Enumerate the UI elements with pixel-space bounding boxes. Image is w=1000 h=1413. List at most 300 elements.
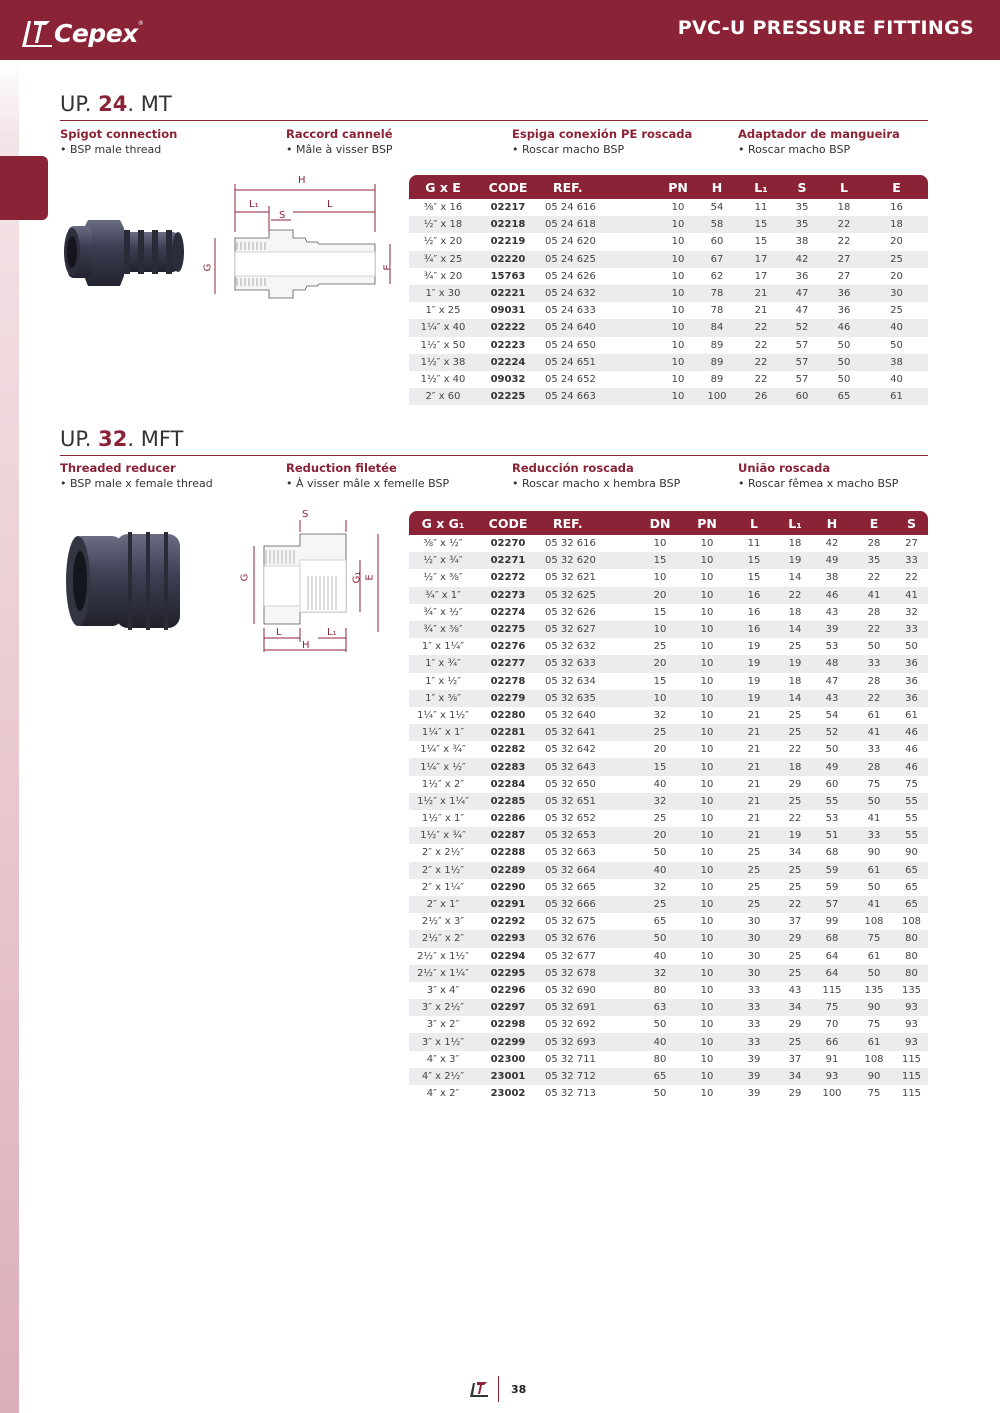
table-cell: 135 xyxy=(895,982,928,999)
table-cell: 05 24 640 xyxy=(539,319,663,336)
table-cell: 50 xyxy=(865,337,928,354)
spigot-technical-drawing xyxy=(205,172,405,307)
page-number: 38 xyxy=(511,1382,527,1396)
table-cell: 22 xyxy=(779,810,811,827)
table-cell: 20 xyxy=(635,741,685,758)
table-cell: 61 xyxy=(865,388,928,405)
table-cell: 34 xyxy=(779,1068,811,1085)
table-cell: 05 32 690 xyxy=(539,982,635,999)
table-cell: 25 xyxy=(635,810,685,827)
table-cell: 02272 xyxy=(477,569,539,586)
table-cell: 15 xyxy=(635,758,685,775)
table-cell: 10 xyxy=(663,319,693,336)
table-cell: 26 xyxy=(741,388,781,405)
lang-name: Espiga conexión PE roscada xyxy=(512,127,693,141)
table-cell: 25 xyxy=(729,862,779,879)
lang-desc: • Roscar fêmea x macho BSP xyxy=(738,477,899,490)
table-cell: 02278 xyxy=(477,673,539,690)
table-cell: 3″ x 2″ xyxy=(409,1016,477,1033)
table-cell: 09032 xyxy=(477,371,539,388)
table-cell: 05 32 627 xyxy=(539,621,635,638)
table-cell: 21 xyxy=(741,302,781,319)
section-rule xyxy=(60,455,928,456)
table-cell: 91 xyxy=(811,1051,853,1068)
table-cell: 50 xyxy=(895,638,928,655)
table-cell: 54 xyxy=(811,707,853,724)
table-cell: 10 xyxy=(685,655,729,672)
table-cell: 33 xyxy=(729,1033,779,1050)
table-cell: 90 xyxy=(895,844,928,861)
table-row xyxy=(409,302,928,319)
table-cell: 25 xyxy=(729,896,779,913)
table-cell: 59 xyxy=(811,862,853,879)
table-cell: 55 xyxy=(895,827,928,844)
table-cell: 25 xyxy=(779,862,811,879)
table-cell: 10 xyxy=(663,199,693,216)
table-row xyxy=(409,862,928,879)
table-cell: 4″ x 3″ xyxy=(409,1051,477,1068)
table-cell: 05 32 712 xyxy=(539,1068,635,1085)
table-row xyxy=(409,896,928,913)
table-cell: 36 xyxy=(823,285,865,302)
lang-fr xyxy=(286,127,511,156)
title-number: 24 xyxy=(98,92,128,116)
table-cell: 22 xyxy=(741,354,781,371)
table-row xyxy=(409,1068,928,1085)
table-cell: 50 xyxy=(853,965,895,982)
table-cell: 21 xyxy=(729,793,779,810)
column-header: PN xyxy=(685,511,729,535)
table-cell: 40 xyxy=(635,776,685,793)
table-cell: 11 xyxy=(729,535,779,552)
table-cell: 40 xyxy=(635,862,685,879)
table-cell: 21 xyxy=(729,827,779,844)
table-cell: 36 xyxy=(895,690,928,707)
table-cell: 02297 xyxy=(477,999,539,1016)
title-prefix: UP. xyxy=(60,92,92,116)
table-cell: 60 xyxy=(811,776,853,793)
table-cell: ¾″ x 1″ xyxy=(409,587,477,604)
table-cell: 1½″ x 38 xyxy=(409,354,477,371)
table-cell: 15 xyxy=(729,552,779,569)
table-cell: 2″ x 1¼″ xyxy=(409,879,477,896)
lang-fr xyxy=(286,461,511,490)
table-cell: 05 24 663 xyxy=(539,388,663,405)
table-cell: 10 xyxy=(685,982,729,999)
table-cell: 50 xyxy=(635,844,685,861)
table-cell: 30 xyxy=(729,965,779,982)
table-cell: 05 24 626 xyxy=(539,268,663,285)
table-cell: 3″ x 4″ xyxy=(409,982,477,999)
table-cell: 17 xyxy=(741,268,781,285)
table-cell: 25 xyxy=(779,948,811,965)
side-tab-marker xyxy=(0,156,48,220)
table-cell: 115 xyxy=(811,982,853,999)
table-cell: 22 xyxy=(741,337,781,354)
table-cell: 50 xyxy=(635,1085,685,1102)
table-cell: 05 24 620 xyxy=(539,233,663,250)
drawing-label-s: S xyxy=(279,210,286,221)
table-row xyxy=(409,535,928,552)
title-suffix: . MT xyxy=(127,92,172,116)
table-cell: 02225 xyxy=(477,388,539,405)
section-rule xyxy=(60,120,928,121)
table-cell: 99 xyxy=(811,913,853,930)
table-cell: 05 24 651 xyxy=(539,354,663,371)
table-cell: 46 xyxy=(895,724,928,741)
table-cell: 43 xyxy=(779,982,811,999)
table-cell: 61 xyxy=(853,948,895,965)
lang-desc: • Roscar macho BSP xyxy=(738,143,851,156)
table-cell: 68 xyxy=(811,930,853,947)
table-cell: 57 xyxy=(781,337,823,354)
table-cell: 02275 xyxy=(477,621,539,638)
table-cell: 1″ x ½″ xyxy=(409,673,477,690)
lang-en xyxy=(60,461,285,490)
table-row xyxy=(409,354,928,371)
lang-name: União roscada xyxy=(738,461,831,475)
section-title-up32 xyxy=(60,427,183,451)
table-cell: 135 xyxy=(853,982,895,999)
table-cell: 10 xyxy=(685,673,729,690)
table-cell: 05 32 640 xyxy=(539,707,635,724)
table-row xyxy=(409,1051,928,1068)
table-cell: 10 xyxy=(685,604,729,621)
reducer-product-photo xyxy=(62,526,188,638)
drawing-label-l: L xyxy=(276,627,282,638)
table-cell: 05 24 632 xyxy=(539,285,663,302)
column-header: L₁ xyxy=(779,511,811,535)
table-cell: 22 xyxy=(779,587,811,604)
table-cell: 65 xyxy=(635,913,685,930)
table-cell: 05 32 642 xyxy=(539,741,635,758)
table-row xyxy=(409,388,928,405)
table-row xyxy=(409,216,928,233)
table-cell: 10 xyxy=(685,741,729,758)
table-cell: 25 xyxy=(779,879,811,896)
table-cell: 15763 xyxy=(477,268,539,285)
table-cell: 11 xyxy=(741,199,781,216)
table-cell: 02224 xyxy=(477,354,539,371)
table-cell: 35 xyxy=(781,216,823,233)
table-cell: 19 xyxy=(729,655,779,672)
column-header: L₁ xyxy=(741,175,781,199)
table-cell: 28 xyxy=(853,535,895,552)
table-cell: 41 xyxy=(853,896,895,913)
table-cell: 19 xyxy=(729,673,779,690)
drawing-label-g: G xyxy=(202,263,214,272)
table-cell: 05 32 632 xyxy=(539,638,635,655)
table-cell: ½″ x ¾″ xyxy=(409,552,477,569)
table-cell: 05 32 635 xyxy=(539,690,635,707)
table-cell: 10 xyxy=(685,913,729,930)
table-cell: 33 xyxy=(729,982,779,999)
drawing-label-e: E xyxy=(382,264,394,271)
table-row xyxy=(409,604,928,621)
section-title-up24 xyxy=(60,92,172,116)
table-cell: 34 xyxy=(779,844,811,861)
table-cell: 32 xyxy=(635,965,685,982)
table-cell: 15 xyxy=(635,552,685,569)
table-cell: 05 32 643 xyxy=(539,758,635,775)
title-prefix: UP. xyxy=(60,427,92,451)
drawing-label-s: S xyxy=(302,509,309,520)
table-cell: 22 xyxy=(853,621,895,638)
table-cell: 29 xyxy=(779,1016,811,1033)
table-cell: 10 xyxy=(663,302,693,319)
table-cell: 10 xyxy=(685,587,729,604)
table-cell: 28 xyxy=(853,673,895,690)
lang-name: Reducción roscada xyxy=(512,461,634,475)
column-header: DN xyxy=(635,511,685,535)
table-cell: 2½″ x 2″ xyxy=(409,930,477,947)
table-cell: 05 24 618 xyxy=(539,216,663,233)
table-cell: 05 32 633 xyxy=(539,655,635,672)
table-row xyxy=(409,1016,928,1033)
table-cell: 14 xyxy=(779,569,811,586)
table-cell: 50 xyxy=(823,354,865,371)
table-cell: 02291 xyxy=(477,896,539,913)
table-cell: 61 xyxy=(853,862,895,879)
table-cell: 63 xyxy=(635,999,685,1016)
table-cell: 02288 xyxy=(477,844,539,861)
table-cell: 38 xyxy=(811,569,853,586)
table-cell: 50 xyxy=(853,793,895,810)
table-row xyxy=(409,1033,928,1050)
table-cell: 02273 xyxy=(477,587,539,604)
column-header: G x E xyxy=(409,175,477,199)
table-cell: 10 xyxy=(685,724,729,741)
title-suffix: . MFT xyxy=(127,427,184,451)
table-cell: 29 xyxy=(779,776,811,793)
column-header: S xyxy=(781,175,823,199)
column-header: CODE xyxy=(477,175,539,199)
table-cell: 22 xyxy=(741,371,781,388)
table-cell: 23002 xyxy=(477,1085,539,1102)
table-row xyxy=(409,638,928,655)
table-cell: 25 xyxy=(779,724,811,741)
table-cell: 05 32 634 xyxy=(539,673,635,690)
table-cell: 40 xyxy=(635,948,685,965)
table-cell: 57 xyxy=(781,371,823,388)
table-cell: 05 32 665 xyxy=(539,879,635,896)
table-row xyxy=(409,1085,928,1102)
footer-separator xyxy=(498,1376,499,1402)
drawing-label-l: L xyxy=(327,199,333,210)
table-cell: 35 xyxy=(781,199,823,216)
table-cell: 2½″ x 1¼″ xyxy=(409,965,477,982)
table-cell: 10 xyxy=(685,844,729,861)
table-cell: 05 32 711 xyxy=(539,1051,635,1068)
table-row xyxy=(409,655,928,672)
table-cell: 1¼″ x ¾″ xyxy=(409,741,477,758)
table-cell: 47 xyxy=(781,285,823,302)
table-cell: 2″ x 2½″ xyxy=(409,844,477,861)
table-cell: 05 32 625 xyxy=(539,587,635,604)
table-cell: 100 xyxy=(811,1085,853,1102)
column-header: L xyxy=(823,175,865,199)
table-row xyxy=(409,673,928,690)
page-footer xyxy=(468,1376,526,1402)
table-cell: 1¼″ x 1½″ xyxy=(409,707,477,724)
table-cell: 80 xyxy=(895,948,928,965)
table-row xyxy=(409,999,928,1016)
table-cell: 02217 xyxy=(477,199,539,216)
lang-pt xyxy=(738,127,963,156)
table-cell: 78 xyxy=(693,302,741,319)
table-cell: 41 xyxy=(895,587,928,604)
table-cell: 59 xyxy=(811,879,853,896)
table-cell: 93 xyxy=(895,999,928,1016)
table-cell: 25 xyxy=(865,302,928,319)
lang-name: Threaded reducer xyxy=(60,461,176,475)
table-cell: 51 xyxy=(811,827,853,844)
table-cell: 02277 xyxy=(477,655,539,672)
table-cell: 33 xyxy=(853,655,895,672)
table-cell: 02287 xyxy=(477,827,539,844)
table-cell: 100 xyxy=(693,388,741,405)
table-cell: 36 xyxy=(895,673,928,690)
table-cell: 61 xyxy=(853,707,895,724)
table-cell: 10 xyxy=(685,569,729,586)
table-cell: 36 xyxy=(781,268,823,285)
table-cell: 93 xyxy=(895,1033,928,1050)
table-cell: 1½″ x 50 xyxy=(409,337,477,354)
table-cell: 05 32 692 xyxy=(539,1016,635,1033)
table-cell: 47 xyxy=(811,673,853,690)
table-cell: ½″ x 20 xyxy=(409,233,477,250)
table-cell: 108 xyxy=(895,913,928,930)
table-cell: 37 xyxy=(779,1051,811,1068)
table-cell: 93 xyxy=(895,1016,928,1033)
table-cell: 15 xyxy=(635,604,685,621)
table-cell: 62 xyxy=(693,268,741,285)
table-cell: 02292 xyxy=(477,913,539,930)
table-cell: 10 xyxy=(635,690,685,707)
table-cell: 22 xyxy=(779,896,811,913)
table-cell: 49 xyxy=(811,758,853,775)
table-cell: 19 xyxy=(779,827,811,844)
lang-es xyxy=(512,461,737,490)
table-cell: 25 xyxy=(779,638,811,655)
column-header: REF. xyxy=(539,175,663,199)
lang-desc: • Mâle à visser BSP xyxy=(286,143,393,156)
table-cell: 02299 xyxy=(477,1033,539,1050)
table-cell: 14 xyxy=(779,621,811,638)
table-cell: ½″ x 18 xyxy=(409,216,477,233)
table-cell: 10 xyxy=(685,552,729,569)
table-cell: 10 xyxy=(685,930,729,947)
table-cell: 10 xyxy=(685,535,729,552)
table-cell: 30 xyxy=(865,285,928,302)
table-cell: 65 xyxy=(635,1068,685,1085)
table-cell: 02290 xyxy=(477,879,539,896)
table-cell: 18 xyxy=(779,535,811,552)
table-cell: 25 xyxy=(779,707,811,724)
table-row xyxy=(409,621,928,638)
table-cell: 25 xyxy=(729,844,779,861)
table-cell: 47 xyxy=(781,302,823,319)
table-cell: 1″ x 25 xyxy=(409,302,477,319)
table-cell: 05 32 678 xyxy=(539,965,635,982)
drawing-label-h: H xyxy=(302,640,310,651)
table-cell: 02280 xyxy=(477,707,539,724)
table-cell: 05 32 693 xyxy=(539,1033,635,1050)
table-cell: 2½″ x 1½″ xyxy=(409,948,477,965)
table-cell: 25 xyxy=(635,724,685,741)
table-cell: 02296 xyxy=(477,982,539,999)
table-cell: 21 xyxy=(729,776,779,793)
table-cell: 02276 xyxy=(477,638,539,655)
table-cell: 27 xyxy=(895,535,928,552)
table-cell: 10 xyxy=(663,251,693,268)
table-cell: 21 xyxy=(729,724,779,741)
table-cell: 108 xyxy=(853,913,895,930)
table-cell: 43 xyxy=(811,690,853,707)
table-cell: 10 xyxy=(663,285,693,302)
table-cell: 53 xyxy=(811,638,853,655)
table-row xyxy=(409,965,928,982)
table-cell: 10 xyxy=(663,233,693,250)
table-row xyxy=(409,810,928,827)
table-cell: 19 xyxy=(729,690,779,707)
page-header xyxy=(0,0,1000,60)
cepex-logo-icon xyxy=(18,17,56,49)
table-cell: 10 xyxy=(685,776,729,793)
table-cell: 02289 xyxy=(477,862,539,879)
table-cell: 65 xyxy=(823,388,865,405)
table-cell: 05 32 666 xyxy=(539,896,635,913)
table-cell: 19 xyxy=(779,552,811,569)
table-cell: 05 32 620 xyxy=(539,552,635,569)
table-cell: 14 xyxy=(779,690,811,707)
table-cell: 1″ x ¾″ xyxy=(409,655,477,672)
table-cell: 25 xyxy=(779,793,811,810)
table-cell: 15 xyxy=(729,569,779,586)
table-cell: 50 xyxy=(811,741,853,758)
side-gradient-bar xyxy=(0,60,19,1413)
drawing-label-g1: G₁ xyxy=(351,571,363,584)
table-cell: 33 xyxy=(895,552,928,569)
lang-pt xyxy=(738,461,963,490)
table-cell: 10 xyxy=(685,965,729,982)
table-cell: 02285 xyxy=(477,793,539,810)
table-cell: 21 xyxy=(729,707,779,724)
table-cell: 02221 xyxy=(477,285,539,302)
table-cell: 05 32 626 xyxy=(539,604,635,621)
table-cell: ½″ x ⅜″ xyxy=(409,569,477,586)
table-cell: 32 xyxy=(635,879,685,896)
table-cell: 20 xyxy=(635,587,685,604)
table-cell: 108 xyxy=(853,1051,895,1068)
table-cell: 02283 xyxy=(477,758,539,775)
table-cell: 20 xyxy=(635,827,685,844)
table-cell: 05 24 633 xyxy=(539,302,663,319)
table-cell: 02274 xyxy=(477,604,539,621)
cepex-mark-icon xyxy=(468,1380,490,1398)
table-cell: 41 xyxy=(853,810,895,827)
table-cell: 02223 xyxy=(477,337,539,354)
table-cell: 20 xyxy=(635,655,685,672)
table-cell: 15 xyxy=(635,673,685,690)
table-cell: 39 xyxy=(729,1068,779,1085)
column-header: S xyxy=(895,511,928,535)
table-cell: 38 xyxy=(781,233,823,250)
column-header: REF. xyxy=(539,511,635,535)
table-cell: 20 xyxy=(865,268,928,285)
lang-name: Adaptador de mangueira xyxy=(738,127,900,141)
table-cell: 28 xyxy=(853,758,895,775)
